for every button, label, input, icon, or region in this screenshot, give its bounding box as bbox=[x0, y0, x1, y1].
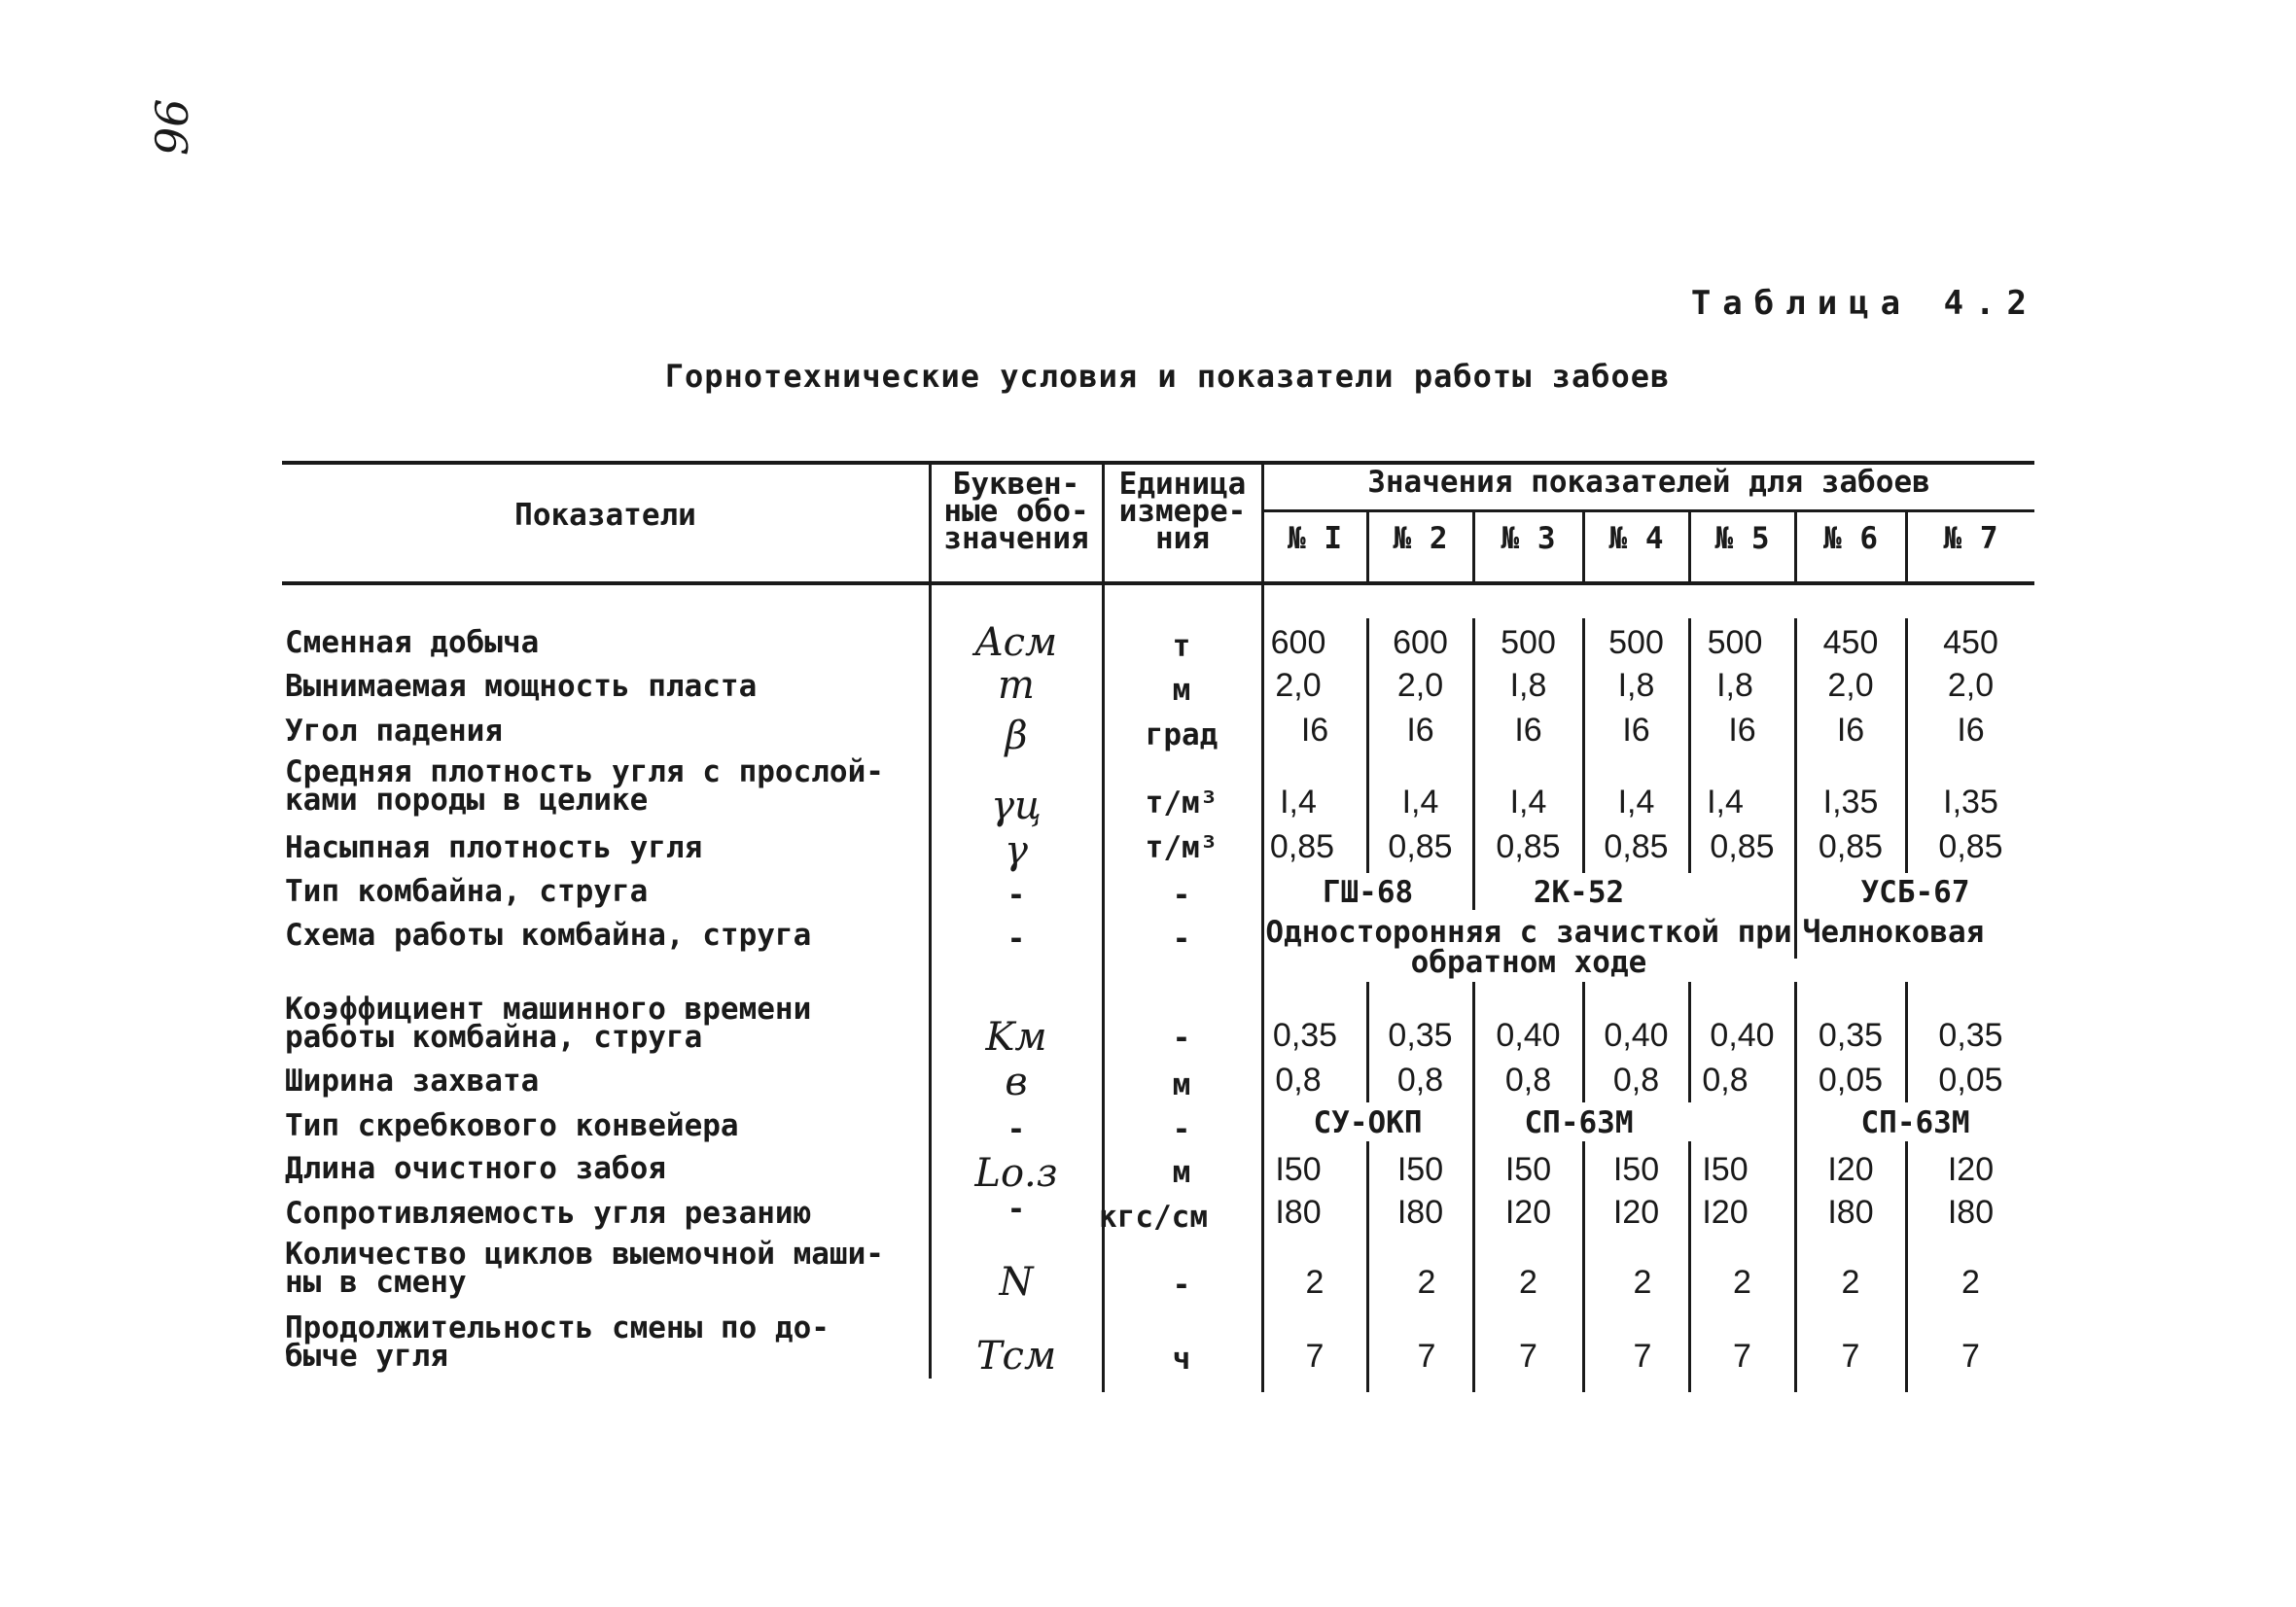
header-face-2: № 2 bbox=[1393, 521, 1448, 556]
cell-value: 7 bbox=[1733, 1338, 1751, 1375]
cell-value: I20 bbox=[1702, 1194, 1748, 1231]
cell-value: I80 bbox=[1947, 1194, 1995, 1231]
span-value: Челноковая bbox=[1802, 915, 1985, 950]
cell-value: 0,40 bbox=[1604, 1017, 1669, 1054]
cell-value: I50 bbox=[1275, 1151, 1322, 1188]
cell-value: 0,85 bbox=[1496, 828, 1561, 865]
row-symbol: γ bbox=[1005, 828, 1028, 873]
cell-value: I20 bbox=[1504, 1194, 1552, 1231]
cell-value: I,8 bbox=[1617, 667, 1655, 704]
cell-value: I80 bbox=[1275, 1194, 1322, 1231]
cell-value: 0,35 bbox=[1818, 1017, 1884, 1054]
cell-value: I,4 bbox=[1617, 784, 1655, 821]
cell-value: 0,85 bbox=[1710, 828, 1775, 865]
row-symbol: γц bbox=[991, 784, 1042, 828]
cell-value: 2,0 bbox=[1827, 667, 1874, 704]
row-symbol: N bbox=[999, 1260, 1034, 1305]
cell-value: I6 bbox=[1406, 712, 1434, 749]
row-label: Тип скребкового конвейера bbox=[285, 1108, 739, 1143]
cell-value: 600 bbox=[1270, 624, 1326, 661]
row-unit: т bbox=[1172, 629, 1191, 664]
span-value: УСБ-67 bbox=[1860, 875, 1970, 910]
cell-value: 0,8 bbox=[1504, 1062, 1552, 1099]
row-label: Длина очистного забоя bbox=[285, 1151, 666, 1186]
header-face-3: № 3 bbox=[1501, 521, 1556, 556]
cell-value: I6 bbox=[1836, 712, 1865, 749]
cell-value: I,4 bbox=[1401, 784, 1439, 821]
cell-value: 0,85 bbox=[1938, 828, 2003, 865]
row-label: Средняя плотность угля с прослой- ками породы в целике bbox=[285, 754, 884, 818]
row-symbol: Lо.з bbox=[974, 1151, 1058, 1196]
row-label: Сопротивляемость угля резанию bbox=[285, 1196, 812, 1231]
cell-value: 450 bbox=[1822, 624, 1879, 661]
row-symbol: - bbox=[1007, 922, 1026, 957]
cell-value: 2,0 bbox=[1947, 667, 1995, 704]
header-face-5: № 5 bbox=[1714, 521, 1770, 556]
cell-value: 0,8 bbox=[1275, 1062, 1322, 1099]
cell-value: I,4 bbox=[1509, 784, 1547, 821]
header-indicator: Показатели bbox=[514, 498, 696, 533]
cell-value: 0,35 bbox=[1272, 1017, 1338, 1054]
row-label: Сменная добыча bbox=[285, 625, 540, 660]
row-label: Насыпная плотность угля bbox=[285, 830, 703, 865]
cell-value: I80 bbox=[1396, 1194, 1444, 1231]
cell-value: 7 bbox=[1633, 1338, 1652, 1375]
row-symbol: - bbox=[1007, 1192, 1026, 1227]
row-label: Схема работы комбайна, струга bbox=[285, 918, 812, 953]
span-value: Односторонняя с зачисткой при обратном ходе bbox=[1265, 915, 1792, 980]
cell-value: 7 bbox=[1841, 1338, 1860, 1375]
span-value: СП-63М bbox=[1860, 1105, 1970, 1140]
cell-value: 7 bbox=[1961, 1338, 1980, 1375]
header-unit: Единица измере- ния bbox=[1118, 467, 1247, 556]
span-value: 2К-52 bbox=[1533, 875, 1625, 910]
row-label: Количество циклов выемочной маши- ны в смену bbox=[285, 1237, 884, 1300]
row-symbol: Kм bbox=[985, 1015, 1047, 1060]
cell-value: 0,05 bbox=[1938, 1062, 2003, 1099]
cell-value: I50 bbox=[1702, 1151, 1748, 1188]
row-symbol: m bbox=[998, 663, 1035, 708]
row-unit: - bbox=[1172, 878, 1191, 913]
cell-value: I,4 bbox=[1280, 784, 1317, 821]
header-values-group: Значения показателей для забоев bbox=[1367, 465, 1930, 500]
table-label: Таблица 4.2 bbox=[1690, 284, 2038, 323]
row-unit: кгс/см bbox=[1099, 1200, 1208, 1235]
row-label: Угол падения bbox=[285, 714, 503, 749]
cell-value: 2 bbox=[1733, 1264, 1751, 1301]
row-label: Коэффициент машинного времени работы комбайна, струга bbox=[285, 992, 812, 1055]
row-unit: град bbox=[1145, 717, 1219, 752]
cell-value: 0,85 bbox=[1604, 828, 1669, 865]
row-unit: - bbox=[1172, 922, 1191, 957]
row-symbol: Tсм bbox=[975, 1334, 1057, 1379]
group-header-rule bbox=[1261, 509, 2034, 512]
row-symbol: - bbox=[1007, 1112, 1026, 1147]
row-symbol: - bbox=[1007, 878, 1026, 913]
cell-value: 0,35 bbox=[1388, 1017, 1453, 1054]
cell-value: I,35 bbox=[1822, 784, 1879, 821]
row-unit: м bbox=[1172, 673, 1191, 708]
cell-value: I,8 bbox=[1716, 667, 1753, 704]
cell-value: 500 bbox=[1707, 624, 1763, 661]
cell-value: 0,85 bbox=[1818, 828, 1884, 865]
row-unit: т/м³ bbox=[1145, 830, 1219, 865]
cell-value: 600 bbox=[1393, 624, 1448, 661]
cell-value: I80 bbox=[1827, 1194, 1874, 1231]
cell-value: 450 bbox=[1943, 624, 1998, 661]
cell-value: 7 bbox=[1519, 1338, 1537, 1375]
page-number: 96 bbox=[146, 98, 198, 156]
cell-value: I,4 bbox=[1707, 784, 1744, 821]
row-unit: - bbox=[1172, 1112, 1191, 1147]
cell-value: I50 bbox=[1612, 1151, 1660, 1188]
cell-value: 0,85 bbox=[1269, 828, 1335, 865]
cell-value: I6 bbox=[1728, 712, 1756, 749]
row-unit: - bbox=[1172, 1268, 1191, 1303]
row-label: Ширина захвата bbox=[285, 1064, 540, 1099]
row-symbol: в bbox=[1005, 1060, 1028, 1104]
cell-value: 2 bbox=[1519, 1264, 1537, 1301]
cell-value: I,8 bbox=[1509, 667, 1547, 704]
cell-value: 0,8 bbox=[1396, 1062, 1444, 1099]
row-unit: ч bbox=[1172, 1342, 1191, 1377]
table-title: Горнотехнические условия и показатели работы забоев bbox=[664, 358, 1671, 395]
cell-value: 2 bbox=[1961, 1264, 1980, 1301]
cell-value: I6 bbox=[1300, 712, 1329, 749]
cell-value: 0,35 bbox=[1938, 1017, 2003, 1054]
header-face-4: № 4 bbox=[1608, 521, 1664, 556]
cell-value: I6 bbox=[1957, 712, 1985, 749]
cell-value: 0,8 bbox=[1702, 1062, 1748, 1099]
cell-value: I50 bbox=[1504, 1151, 1552, 1188]
row-unit: т/м³ bbox=[1145, 786, 1219, 821]
cell-value: I20 bbox=[1947, 1151, 1995, 1188]
cell-value: 2,0 bbox=[1396, 667, 1444, 704]
cell-value: 0,40 bbox=[1496, 1017, 1561, 1054]
header-face-1: № I bbox=[1288, 521, 1342, 556]
cell-value: 7 bbox=[1305, 1338, 1325, 1375]
cell-value: 0,85 bbox=[1388, 828, 1453, 865]
header-face-7: № 7 bbox=[1943, 521, 1998, 556]
cell-value: 500 bbox=[1608, 624, 1664, 661]
cell-value: 7 bbox=[1417, 1338, 1436, 1375]
cell-value: I20 bbox=[1827, 1151, 1874, 1188]
row-label: Продолжительность смены по до- быче угля bbox=[285, 1310, 830, 1374]
cell-value: I,35 bbox=[1943, 784, 1998, 821]
cell-value: 0,05 bbox=[1818, 1062, 1884, 1099]
body-divider-symbol bbox=[929, 589, 932, 1379]
span-value: ГШ-68 bbox=[1322, 875, 1414, 910]
cell-value: 500 bbox=[1501, 624, 1556, 661]
cell-value: I6 bbox=[1514, 712, 1542, 749]
cell-value: 0,8 bbox=[1612, 1062, 1660, 1099]
cell-value: 2 bbox=[1305, 1264, 1325, 1301]
row-label: Тип комбайна, струга bbox=[285, 874, 649, 909]
row-label: Вынимаемая мощность пласта bbox=[285, 669, 758, 704]
cell-value: 2 bbox=[1633, 1264, 1652, 1301]
cell-value: 2 bbox=[1417, 1264, 1436, 1301]
row-unit: - bbox=[1172, 1021, 1191, 1056]
cell-value: 2,0 bbox=[1275, 667, 1322, 704]
span-value: СП-63М bbox=[1524, 1105, 1634, 1140]
span-value: СУ-ОКП bbox=[1313, 1105, 1423, 1140]
row-symbol: Aсм bbox=[974, 620, 1058, 665]
header-face-6: № 6 bbox=[1823, 521, 1878, 556]
row-unit: м bbox=[1172, 1155, 1191, 1190]
row-unit: м bbox=[1172, 1067, 1191, 1102]
header-bottom-rule bbox=[282, 581, 2034, 585]
cell-value: I50 bbox=[1396, 1151, 1444, 1188]
cell-value: 2 bbox=[1841, 1264, 1860, 1301]
row-symbol: β bbox=[1005, 714, 1028, 758]
cell-value: I6 bbox=[1622, 712, 1650, 749]
cell-value: I20 bbox=[1612, 1194, 1660, 1231]
header-letter-designations: Буквен- ные обо- значения bbox=[943, 467, 1089, 556]
cell-value: 0,40 bbox=[1710, 1017, 1775, 1054]
